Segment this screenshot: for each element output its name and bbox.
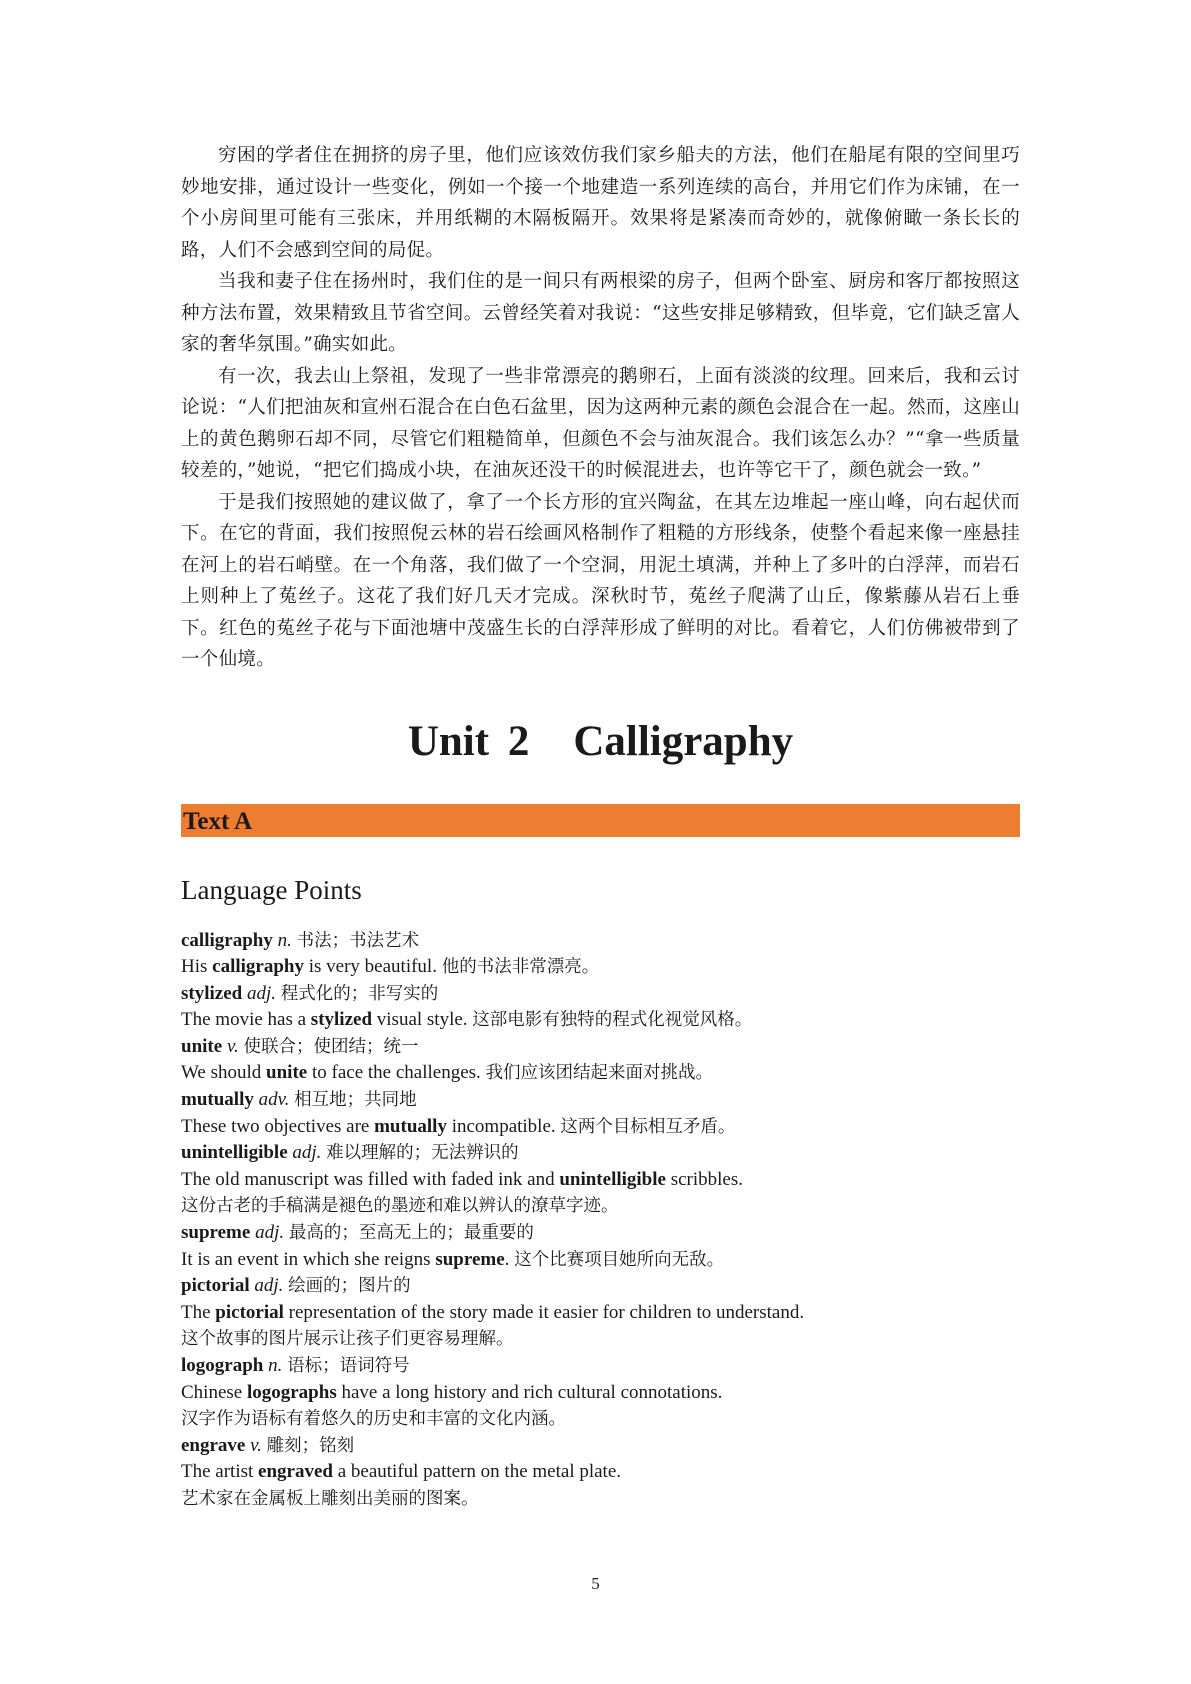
vocab-word: logograph: [181, 1355, 264, 1376]
example-translation: 这个故事的图片展示让孩子们更容易理解。: [181, 1329, 514, 1350]
example-text: incompatible.: [446, 1115, 556, 1137]
vocab-word: pictorial: [181, 1275, 250, 1297]
vocab-word: stylized: [181, 982, 243, 1004]
vocab-entry: [181, 1034, 1020, 1061]
vocab-entry: [181, 1220, 1020, 1247]
example-keyword: pictorial: [215, 1301, 284, 1323]
vocab-meaning: 难以理解的；无法辨识的: [326, 1143, 519, 1164]
part-of-speech: n.: [268, 1355, 283, 1376]
vocab-meaning: 程式化的；非写实的: [280, 983, 439, 1004]
vocab-word: calligraphy: [181, 929, 273, 951]
example-text: have a long history and rich cultural connotations.: [336, 1381, 723, 1403]
example-text: a beautiful pattern on the metal plate.: [332, 1461, 622, 1483]
example-sentence: [181, 1007, 1020, 1034]
example-sentence: [181, 1459, 1020, 1486]
example-text: .: [504, 1248, 510, 1270]
example-keyword: supreme: [435, 1248, 505, 1270]
vocab-entry: [181, 928, 1020, 955]
example-translation: 我们应该团结起来面对挑战。: [485, 1063, 714, 1084]
part-of-speech: adj.: [255, 1222, 285, 1244]
example-keyword: calligraphy: [212, 956, 304, 978]
example-keyword: unintelligible: [559, 1168, 666, 1190]
vocab-meaning: 使联合；使团结；统一: [243, 1036, 419, 1057]
example-text: Chinese: [181, 1381, 247, 1403]
example-keyword: logographs: [246, 1381, 337, 1403]
vocab-word: unintelligible: [181, 1142, 288, 1164]
example-translation-line: [181, 1486, 1020, 1513]
part-of-speech: adv.: [258, 1089, 290, 1111]
example-keyword: stylized: [310, 1009, 373, 1031]
vocab-entry: [181, 1140, 1020, 1167]
part-of-speech: adj.: [254, 1275, 284, 1297]
vocab-meaning: 书法；书法艺术: [296, 930, 420, 951]
vocab-word: mutually: [181, 1089, 254, 1111]
example-text: visual style.: [372, 1009, 468, 1031]
unit-title: [181, 714, 1020, 770]
unit-name: Calligraphy: [573, 717, 794, 765]
example-translation: 这部电影有独特的程式化视觉风格。: [472, 1010, 753, 1031]
example-translation: 这个比赛项目她所向无敌。: [514, 1249, 725, 1270]
example-keyword: mutually: [374, 1115, 447, 1137]
part-of-speech: adj.: [246, 982, 276, 1004]
example-keyword: engraved: [258, 1461, 333, 1483]
example-text: It is an event in which she reigns: [181, 1248, 436, 1270]
example-sentence: [181, 1300, 1020, 1327]
example-sentence: [181, 1247, 1020, 1274]
example-translation-line: [181, 1193, 1020, 1220]
example-translation: 汉字作为语标有着悠久的历史和丰富的文化内涵。: [181, 1409, 566, 1430]
paragraph: 有一次，我去山上祭祖，发现了一些非常漂亮的鹅卵石，上面有淡淡的纹理。回来后，我和云讨论说：“人们把油灰和宣州石混合在白色石盆里，因为这两种元素的颜色会混合在一起。然而，这座山上的黄色鹅卵石却不同，尽管它们粗糙简单，但颜色不会与油灰混合。我们该怎么办？”“拿一些质量较差的，”她说，“把它们捣成小块，在油灰还没干的时候混进去，也许等它干了，颜色就会一致。”: [181, 365, 1020, 481]
example-text: is very beautiful.: [304, 956, 437, 978]
vocab-entry: [181, 1273, 1020, 1300]
example-text: These two objectives are: [181, 1115, 375, 1137]
section-label: Text A: [183, 807, 253, 835]
example-sentence: [181, 1380, 1020, 1407]
page-number: 5: [591, 1574, 600, 1593]
vocab-entry: [181, 1353, 1020, 1380]
unit-number: Unit 2: [407, 717, 530, 765]
vocab-meaning: 语标；语词符号: [287, 1356, 410, 1376]
vocab-meaning: 雕刻；铭刻: [266, 1435, 355, 1456]
subheading: Language Points: [181, 874, 362, 905]
vocab-word: supreme: [181, 1222, 251, 1244]
example-sentence: [181, 1167, 1020, 1194]
vocab-meaning: 相互地；共同地: [294, 1090, 417, 1111]
example-translation: 这两个目标相互矛盾。: [560, 1116, 736, 1137]
example-translation: 艺术家在金属板上雕刻出美丽的图案。: [181, 1488, 479, 1509]
example-translation-line: [181, 1326, 1020, 1353]
page-content: [181, 140, 1020, 1513]
example-keyword: unite: [266, 1062, 308, 1084]
paragraph: 于是我们按照她的建议做了，拿了一个长方形的宜兴陶盆，在其左边堆起一座山峰，向右起伏而下。在它的背面，我们按照倪云林的岩石绘画风格制作了粗糙的方形线条，使整个看起来像一座悬挂在河上的岩石峭壁。在一个角落，我们做了一个空洞，用泥土填满，并种上了多叶的白浮萍，而岩石上则种上了菟丝子。这花了我们好几天才完成。深秋时节，菟丝子爬满了山丘，像紫藤从岩石上垂下。红色的菟丝子花与下面池塘中茂盛生长的白浮萍形成了鲜明的对比。看着它，人们仿佛被带到了一个仙境。: [181, 491, 1020, 670]
example-text: to face the challenges.: [307, 1062, 481, 1084]
example-sentence: [181, 954, 1020, 981]
part-of-speech: adj.: [292, 1142, 322, 1164]
example-sentence: [181, 1060, 1020, 1087]
paragraph: 当我和妻子住在扬州时，我们住的是一间只有两根梁的房子，但两个卧室、厨房和客厅都按照这种方法布置，效果精致且节省空间。云曾经笑着对我说：“这些安排足够精致，但毕竟，它们缺乏富人家的奢华氛围。”确实如此。: [181, 271, 1020, 355]
example-translation: 这份古老的手稿满是褪色的墨迹和难以辨认的潦草字迹。: [181, 1196, 619, 1217]
vocab-meaning: 绘画的；图片的: [288, 1276, 411, 1297]
example-text: The: [181, 1301, 216, 1323]
vocab-word: unite: [181, 1035, 223, 1057]
example-translation-line: [181, 1406, 1020, 1433]
example-text: scribbles.: [665, 1168, 744, 1190]
vocab-entry: [181, 1087, 1020, 1114]
example-text: We should: [181, 1062, 267, 1084]
part-of-speech: n.: [277, 929, 292, 951]
vocabulary-list: [181, 928, 1020, 1513]
example-text: The artist: [181, 1461, 259, 1483]
example-text: The movie has a: [181, 1009, 311, 1031]
vocab-meaning: 最高的；至高无上的；最重要的: [288, 1223, 534, 1244]
example-text: representation of the story made it easier for children to understand.: [283, 1301, 805, 1323]
example-text: The old manuscript was filled with faded ink and: [181, 1168, 560, 1190]
example-text: His: [181, 956, 213, 978]
vocab-entry: [181, 1433, 1020, 1460]
example-translation: 他的书法非常漂亮。: [441, 957, 600, 978]
vocab-word: engrave: [181, 1434, 246, 1456]
part-of-speech: v.: [250, 1434, 262, 1456]
paragraph: 穷困的学者住在拥挤的房子里，他们应该效仿我们家乡船夫的方法，他们在船尾有限的空间里巧妙地安排，通过设计一些变化，例如一个接一个地建造一系列连续的高台，并用它们作为床铺，在一个小房间里可能有三张床，并用纸糊的木隔板隔开。效果将是紧凑而奇妙的，就像俯瞰一条长长的路，人们不会感到空间的局促。: [181, 145, 1020, 261]
vocab-entry: [181, 981, 1020, 1008]
section-header-bar: [181, 804, 1020, 837]
example-sentence: [181, 1114, 1020, 1141]
part-of-speech: v.: [226, 1035, 239, 1057]
